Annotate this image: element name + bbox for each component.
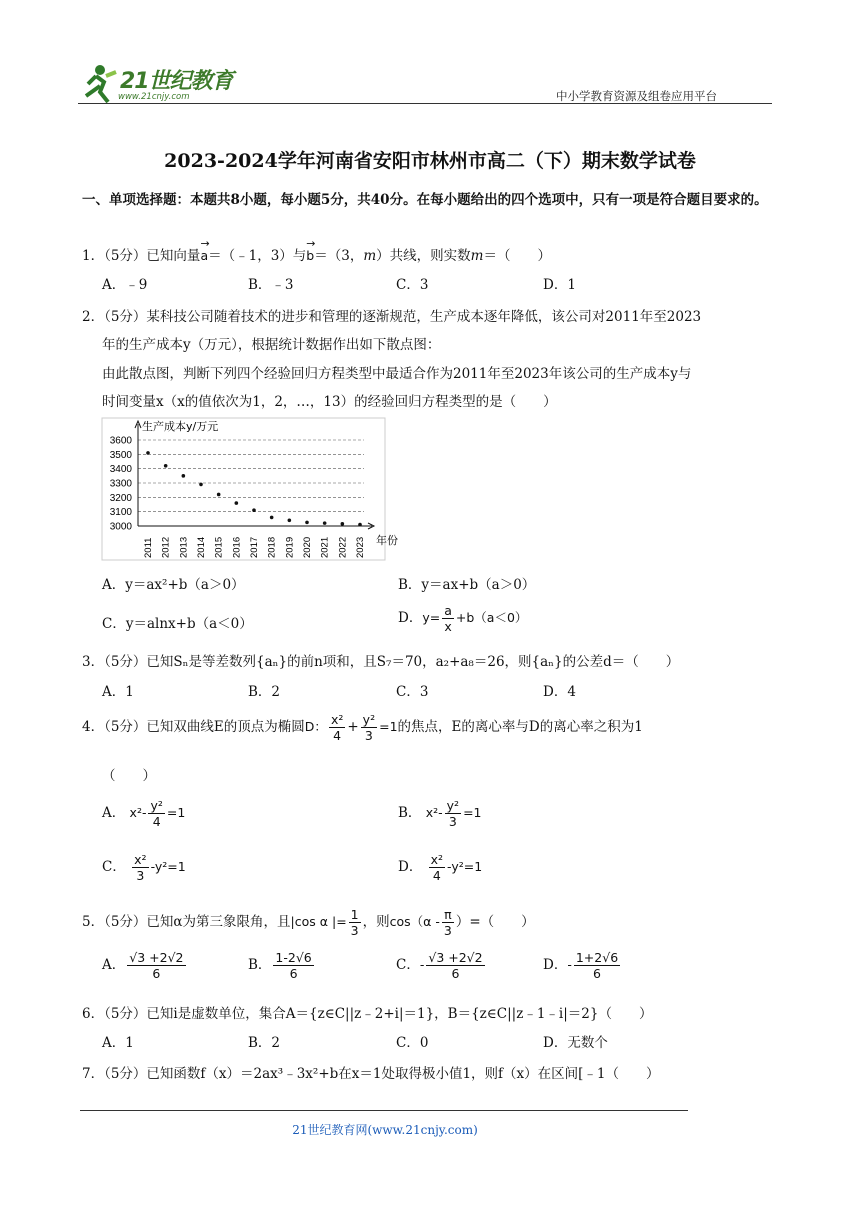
logo-url: www.21cnjy.com	[118, 92, 190, 102]
footer-divider	[80, 1110, 688, 1111]
q2-option-a: A．y＝ax²+b（a＞0）	[102, 577, 245, 593]
q2-line4: 时间变量x（x的值依次为1，2，…，13）的经验回归方程类型的是（ ）	[102, 394, 557, 410]
x-tick-label: 2020	[302, 536, 313, 558]
x-tick-label: 2019	[284, 536, 296, 558]
question-1: 1．（5分）已知向量→ a＝（﹣1，3）与→ b＝（3，m）共线，则实数m＝（ ）	[82, 244, 551, 264]
q2-option-d: D．y= $\frac{a}{x}$ +b（a＜0）	[398, 603, 528, 634]
data-point	[270, 516, 274, 520]
header-platform-text: 中小学教育资源及组卷应用平台	[556, 89, 717, 103]
q1-option-a: A．﹣9	[102, 277, 148, 293]
question-3: 3．（5分）已知Sₙ是等差数列{aₙ}的前n项和，且S₇＝70，a₂+a₈＝26，则{aₙ}的公差d＝（ ）	[82, 654, 680, 670]
question-6: 6．（5分）已知i是虚数单位，集合A＝{z∈C||z﹣2+i|＝1}，B＝{z∈C||z﹣1﹣i|＝2}（ ）	[82, 1006, 653, 1022]
data-point	[323, 521, 327, 525]
q3-option-a: A．1	[102, 684, 134, 700]
y-tick-label: 3600	[109, 435, 132, 447]
scatter-chart	[102, 418, 398, 560]
q1-option-d: D．1	[543, 277, 576, 293]
data-point	[252, 508, 256, 512]
question-7: 7．（5分）已知函数f（x）＝2ax³﹣3x²+b在x＝1处取得极小值1，则f（x）在区间[﹣1（ ）	[82, 1066, 660, 1082]
question-4: 4．（5分）已知双曲线E的顶点为椭圆D： $\frac{\text{x²}}{4}$ + $\frac{\text{y²}}{3}$ =1的焦点，E的离心率与D的离心率之积为1	[82, 712, 643, 743]
x-tick-label: 2015	[213, 536, 225, 558]
q2-line3: 由此散点图，判断下列四个经验回归方程类型中最适合作为2011年至2023年该公司的生产成本y与	[102, 366, 692, 382]
q2-line1: 2．（5分）某科技公司随着技术的进步和管理的逐渐规范，生产成本逐年降低，该公司对2011年至2023	[82, 309, 702, 325]
x-tick-label: 2023	[355, 536, 366, 558]
logo-brand: 21世纪教育	[120, 69, 233, 94]
data-point	[146, 451, 150, 455]
data-point	[341, 522, 345, 526]
q2-line2: 年的生产成本y（万元），根据统计数据作出如下散点图：	[102, 337, 441, 353]
q5-option-c: C．- $\frac{√3 +2√2}{6}$	[396, 950, 483, 981]
q4-option-a: A． x²- $\frac{\text{y²}}{4}$ =1	[102, 798, 186, 829]
q6-option-d: D．无数个	[543, 1035, 608, 1051]
data-point	[305, 521, 309, 525]
x-tick-label: 2021	[319, 536, 331, 558]
x-tick-label: 2016	[231, 536, 243, 558]
y-axis-label: 生产成本y/万元	[142, 420, 219, 433]
header-divider	[78, 103, 772, 104]
q6-option-b: B．2	[248, 1035, 281, 1051]
data-point	[288, 518, 292, 522]
q2-option-b: B．y＝ax+b（a＞0）	[398, 577, 536, 593]
q3-option-c: C．3	[396, 684, 429, 700]
y-tick-label: 3000	[109, 521, 132, 533]
x-tick-label: 2022	[337, 536, 349, 558]
x-axis-label: 年份	[376, 534, 398, 547]
footer-link[interactable]: 21世纪教育网(www.21cnjy.com)	[292, 1123, 478, 1137]
x-tick-label: 2017	[249, 536, 260, 558]
y-tick-label: 3300	[109, 478, 132, 490]
x-tick-label: 2012	[160, 536, 172, 558]
q5-option-b: B． $\frac{1-2√6}{6}$	[248, 950, 312, 981]
data-point	[358, 523, 362, 527]
data-point	[182, 474, 186, 478]
y-tick-label: 3400	[109, 464, 132, 476]
x-tick-label: 2018	[266, 536, 278, 558]
data-point	[217, 493, 221, 497]
x-tick-label: 2013	[178, 536, 190, 558]
y-tick-label: 3100	[109, 507, 132, 519]
data-point	[199, 483, 203, 487]
q4-paren: （ ）	[102, 768, 156, 784]
q6-option-a: A．1	[102, 1035, 134, 1051]
page-title: 2023-2024学年河南省安阳市林州市高二（下）期末数学试卷	[164, 150, 696, 172]
y-tick-label: 3500	[109, 449, 132, 461]
logo-runner-icon	[78, 62, 118, 106]
q2-option-c: C．y＝alnx+b（a＜0）	[102, 616, 253, 632]
q4-option-d: D． $\frac{\text{x²}}{4}$ -y²=1	[398, 852, 483, 883]
q4-option-c: C． $\frac{\text{x²}}{3}$ -y²=1	[102, 852, 186, 883]
data-point	[235, 501, 239, 505]
question-5: 5．（5分）已知α为第三象限角，且|cos α |= $\frac{1}{3}$ ，则cos（α - $\frac{\pi}{3}$ ）=（ ）	[82, 907, 535, 938]
x-tick-label: 2011	[143, 537, 154, 558]
q1-option-c: C．3	[396, 277, 429, 293]
q3-option-d: D．4	[543, 684, 576, 700]
data-point	[164, 464, 168, 468]
q5-option-a: A． $\frac{√3 +2√2}{6}$	[102, 950, 184, 981]
q6-option-c: C．0	[396, 1035, 429, 1051]
q3-option-b: B．2	[248, 684, 281, 700]
y-tick-label: 3200	[109, 492, 132, 504]
q1-option-b: B．﹣3	[248, 277, 294, 293]
section-heading: 一、单项选择题：本题共8小题，每小题5分，共40分。在每小题给出的四个选项中，只有一项是符合题目要求的。	[82, 192, 768, 208]
q4-option-b: B． x²- $\frac{\text{y²}}{3}$ =1	[398, 798, 482, 829]
q5-option-d: D．- $\frac{1+2√6}{6}$	[543, 950, 619, 981]
x-tick-label: 2014	[196, 536, 207, 558]
